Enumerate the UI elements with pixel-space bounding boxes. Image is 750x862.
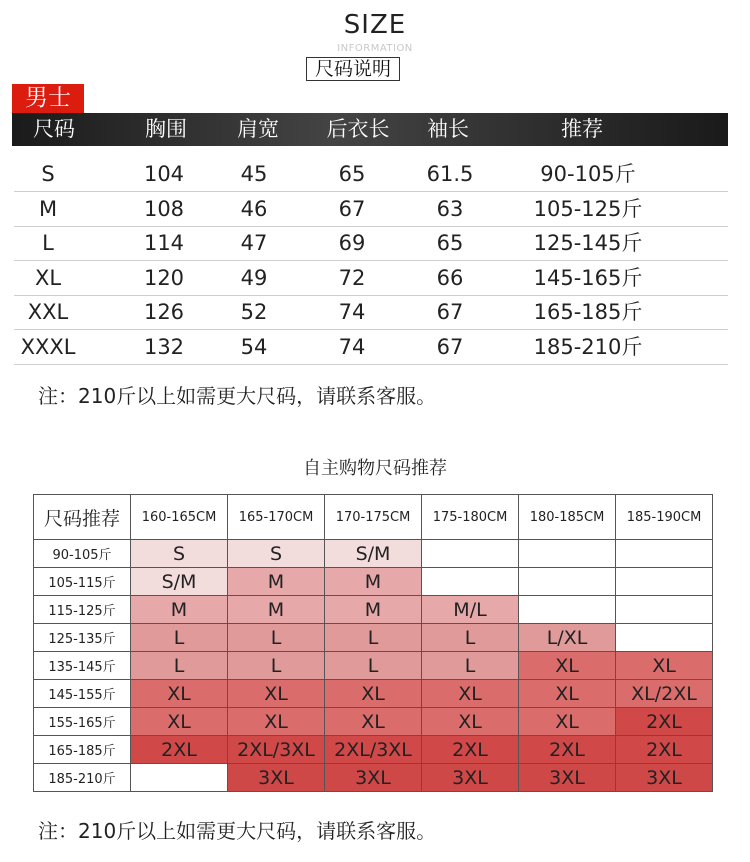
grid-row (34, 568, 713, 596)
size-title: SIZE (343, 10, 407, 40)
grid-size-cell: 3XL (228, 764, 325, 792)
note-bottom: 注：210斤以上如需更大尺码，请联系客服。 (38, 819, 437, 843)
grid-size-cell: S/M (131, 568, 228, 596)
grid-size-cell: L (131, 624, 228, 652)
size-recommend-grid (33, 494, 713, 792)
size-table-cell: 125-145斤 (533, 231, 643, 255)
grid-size-cell (422, 540, 519, 568)
grid-height-header: 185-190CM (616, 495, 713, 540)
grid-weight-label: 115-125斤 (34, 596, 131, 624)
grid-row (34, 708, 713, 736)
grid-size-cell: 2XL/3XL (228, 736, 325, 764)
size-table-row (14, 192, 728, 227)
size-table-cell: 65 (338, 162, 366, 186)
grid-size-cell: XL (228, 680, 325, 708)
col-header-chest: 胸围 (145, 117, 187, 141)
size-table-cell: 67 (436, 334, 464, 359)
grid-size-cell (616, 540, 713, 568)
grid-size-cell: 2XL (519, 736, 616, 764)
size-table-cell: 185-210斤 (533, 334, 643, 359)
grid-size-cell: XL (325, 680, 422, 708)
size-table-cell: 114 (143, 231, 185, 255)
size-table-cell: 46 (240, 196, 268, 221)
size-table-cell: 63 (436, 196, 464, 221)
grid-size-cell: XL (422, 680, 519, 708)
grid-height-header: 160-165CM (131, 495, 228, 540)
grid-size-cell (519, 596, 616, 624)
size-table-cell: 165-185斤 (533, 300, 643, 324)
grid-weight-label: 125-135斤 (34, 624, 131, 652)
grid-size-cell: 2XL (131, 736, 228, 764)
grid-row (34, 736, 713, 764)
size-table-cell: 132 (143, 334, 185, 359)
grid-height-header: 165-170CM (228, 495, 325, 540)
size-table-cell: 54 (240, 334, 268, 359)
grid-size-cell: XL (228, 708, 325, 736)
grid-size-cell: XL (131, 708, 228, 736)
grid-weight-label: 90-105斤 (34, 540, 131, 568)
col-header-recommend: 推荐 (561, 117, 603, 141)
grid-row (34, 596, 713, 624)
grid-size-cell: XL (519, 652, 616, 680)
grid-row (34, 680, 713, 708)
grid-height-header: 170-175CM (325, 495, 422, 540)
size-table-cell: 45 (240, 162, 268, 186)
col-header-sleeve: 袖长 (427, 117, 469, 141)
grid-size-cell (616, 596, 713, 624)
grid-size-cell: 2XL/3XL (325, 736, 422, 764)
grid-corner-label: 尺码推荐 (34, 495, 131, 540)
grid-size-cell: 3XL (616, 764, 713, 792)
grid-size-cell: L (228, 652, 325, 680)
grid-size-cell: M/L (422, 596, 519, 624)
grid-height-header: 175-180CM (422, 495, 519, 540)
size-table-row (14, 157, 728, 192)
size-table-row (14, 261, 728, 296)
grid-size-cell: M (131, 596, 228, 624)
size-table-cell: 61.5 (426, 162, 474, 186)
size-table-header (12, 113, 728, 146)
size-table-cell: S (41, 162, 55, 186)
size-table-cell: 67 (436, 300, 464, 324)
grid-size-cell: M (325, 568, 422, 596)
grid-size-cell: M (325, 596, 422, 624)
grid-size-cell: M (228, 596, 325, 624)
size-table-cell: 74 (338, 334, 366, 359)
grid-size-cell: XL/2XL (616, 680, 713, 708)
grid-weight-label: 105-115斤 (34, 568, 131, 596)
grid-height-header: 180-185CM (519, 495, 616, 540)
grid-size-cell: 3XL (325, 764, 422, 792)
grid-size-cell: XL (616, 652, 713, 680)
grid-size-cell: XL (519, 680, 616, 708)
col-header-back-length: 后衣长 (326, 117, 390, 141)
size-table-cell: XXXL (20, 334, 76, 359)
size-cn-title: 尺码说明 (306, 57, 400, 81)
size-table-cell: XXL (27, 300, 69, 324)
grid-size-cell: 2XL (422, 736, 519, 764)
grid-size-cell (131, 764, 228, 792)
size-subtitle: INFORMATION (337, 43, 413, 54)
grid-size-cell: L (228, 624, 325, 652)
size-table-cell: 126 (143, 300, 185, 324)
grid-row (34, 540, 713, 568)
note-top: 注：210斤以上如需更大尺码，请联系客服。 (38, 384, 437, 408)
grid-size-cell: L (422, 624, 519, 652)
size-table-cell: 120 (143, 265, 185, 290)
grid-size-cell (616, 568, 713, 596)
grid-size-cell: XL (131, 680, 228, 708)
size-table-cell: 108 (143, 196, 185, 221)
grid-size-cell: 3XL (422, 764, 519, 792)
grid-size-cell (519, 568, 616, 596)
grid-size-cell: S (228, 540, 325, 568)
size-table-cell: 72 (338, 265, 366, 290)
grid-title: 自主购物尺码推荐 (303, 458, 447, 479)
size-table-cell: 74 (338, 300, 366, 324)
men-badge: 男士 (12, 84, 84, 113)
grid-size-cell: XL (422, 708, 519, 736)
grid-size-cell: S/M (325, 540, 422, 568)
grid-size-cell: 2XL (616, 736, 713, 764)
size-table-cell: XL (34, 265, 62, 290)
grid-size-cell: L (422, 652, 519, 680)
size-table-cell: 47 (240, 231, 268, 255)
size-table-cell: L (42, 231, 54, 255)
grid-size-cell (616, 624, 713, 652)
grid-size-cell: L/XL (519, 624, 616, 652)
grid-weight-label: 135-145斤 (34, 652, 131, 680)
grid-size-cell: 3XL (519, 764, 616, 792)
grid-weight-label: 155-165斤 (34, 708, 131, 736)
size-table-cell: M (38, 196, 58, 221)
size-table-cell: 66 (436, 265, 464, 290)
grid-row (34, 764, 713, 792)
grid-size-cell (422, 568, 519, 596)
size-table-cell: 67 (338, 196, 366, 221)
grid-size-cell: S (131, 540, 228, 568)
size-table-cell: 65 (436, 231, 464, 255)
grid-size-cell: L (131, 652, 228, 680)
grid-row (34, 652, 713, 680)
size-table-row (14, 330, 728, 365)
size-table-cell: 49 (240, 265, 268, 290)
grid-size-cell: XL (519, 708, 616, 736)
size-table-cell: 145-165斤 (533, 265, 643, 290)
size-table-cell: 52 (240, 300, 268, 324)
grid-weight-label: 165-185斤 (34, 736, 131, 764)
grid-weight-label: 145-155斤 (34, 680, 131, 708)
grid-size-cell: M (228, 568, 325, 596)
grid-weight-label: 185-210斤 (34, 764, 131, 792)
size-table-row (14, 295, 728, 330)
col-header-size: 尺码 (33, 117, 75, 141)
size-table-cell: 69 (338, 231, 366, 255)
size-table-row (14, 226, 728, 261)
grid-size-cell: L (325, 624, 422, 652)
grid-size-cell: XL (325, 708, 422, 736)
grid-size-cell: L (325, 652, 422, 680)
grid-size-cell (519, 540, 616, 568)
grid-size-cell: 2XL (616, 708, 713, 736)
size-table-cell: 105-125斤 (533, 196, 643, 221)
size-table-cell: 104 (143, 162, 185, 186)
col-header-shoulder: 肩宽 (237, 117, 279, 141)
grid-row (34, 624, 713, 652)
size-table-cell: 90-105斤 (540, 162, 636, 186)
